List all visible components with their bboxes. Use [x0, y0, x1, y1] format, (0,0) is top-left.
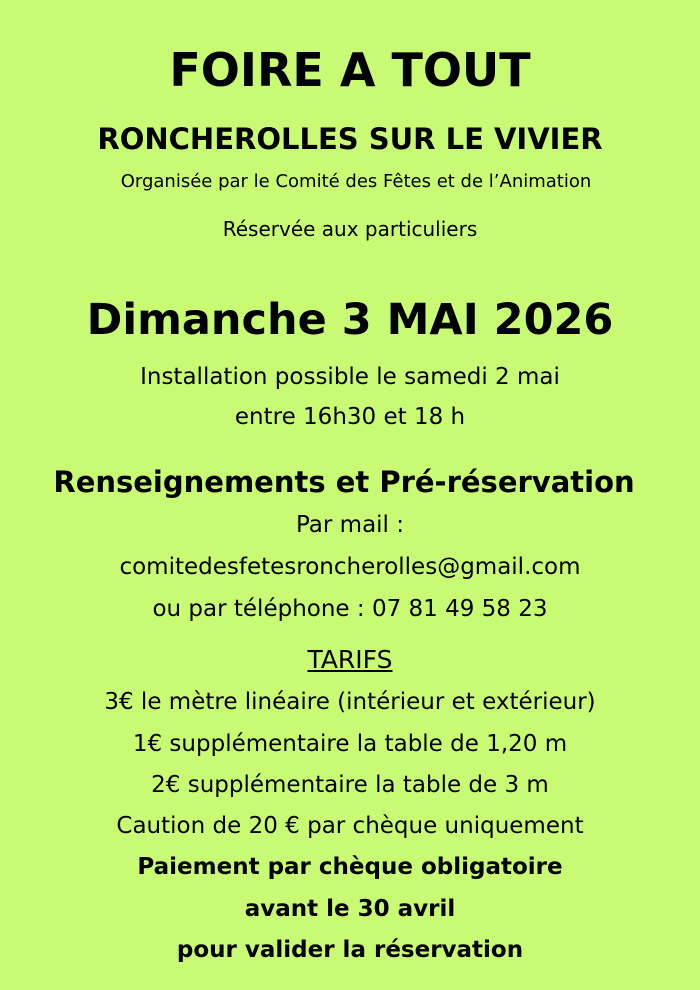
installation-line-2: entre 16h30 et 18 h: [234, 404, 466, 430]
installation-line-1: Installation possible le samedi 2 mai: [140, 364, 560, 390]
tarif-item: 1€ supplémentaire la table de 1,20 m: [132, 731, 568, 757]
tarif-item: 3€ le mètre linéaire (intérieur et extérieur): [104, 689, 596, 715]
tarifs-heading: TARIFS: [307, 645, 393, 674]
payment-line-1: Paiement par chèque obligatoire: [137, 854, 563, 880]
email-address[interactable]: comitedesfetesroncherolles@gmail.com: [119, 554, 581, 580]
poster-title: FOIRE A TOUT: [169, 43, 531, 97]
payment-line-3: pour valider la réservation: [176, 937, 524, 963]
tarif-item: 2€ supplémentaire la table de 3 m: [151, 772, 549, 798]
mail-label: Par mail :: [295, 512, 405, 538]
tarif-item: Caution de 20 € par chèque uniquement: [116, 813, 584, 839]
town-name: RONCHEROLLES SUR LE VIVIER: [97, 122, 603, 156]
phone-line: ou par téléphone : 07 81 49 58 23: [152, 596, 548, 622]
organizer-text: Organisée par le Comité des Fêtes et de l’Animation: [120, 171, 592, 192]
reserved-for-text: Réservée aux particuliers: [222, 217, 478, 241]
event-date: Dimanche 3 MAI 2026: [86, 295, 614, 345]
info-heading: Renseignements et Pré-réservation: [53, 465, 635, 499]
payment-line-2: avant le 30 avril: [244, 896, 456, 922]
